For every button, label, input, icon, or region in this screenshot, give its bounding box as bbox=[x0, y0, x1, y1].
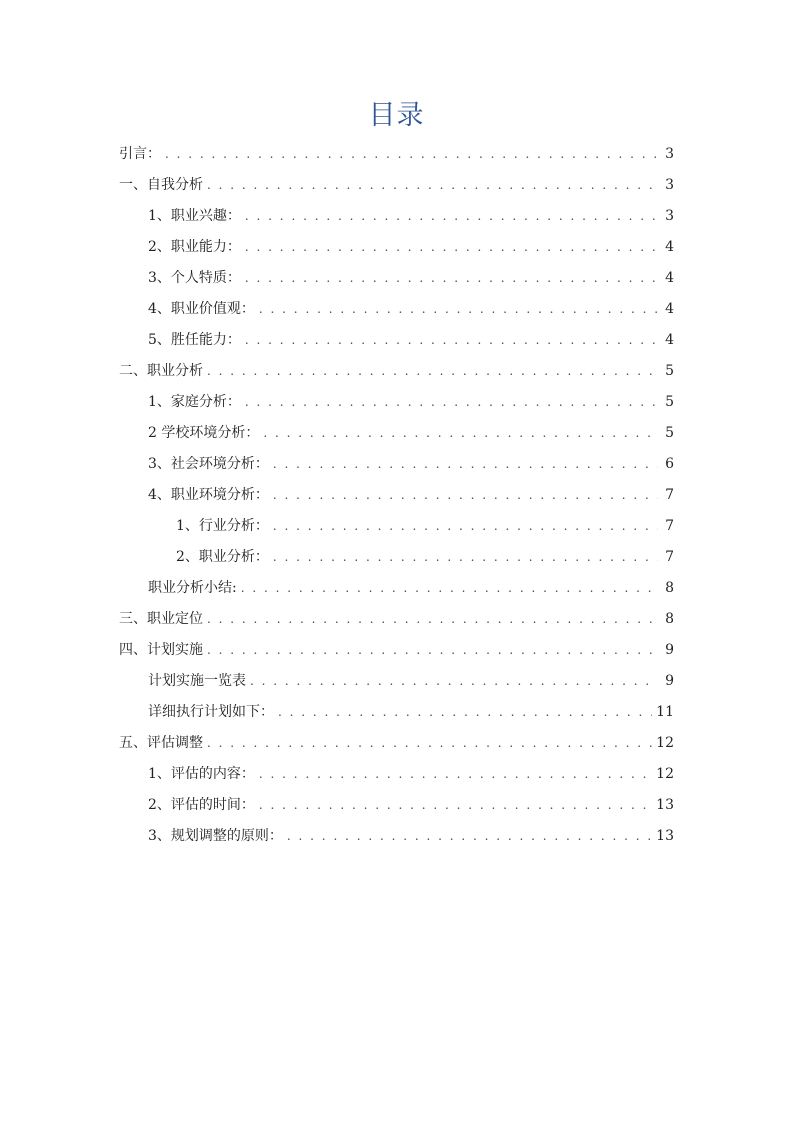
toc-entry-page-number: 5 bbox=[665, 394, 674, 410]
toc-entry[interactable] bbox=[119, 325, 674, 356]
toc-dot-leader bbox=[259, 790, 652, 821]
toc-entry-label: 2、职业分析： bbox=[176, 549, 269, 565]
toc-entry[interactable] bbox=[119, 821, 674, 852]
toc-entry[interactable] bbox=[119, 232, 674, 263]
toc-entry[interactable] bbox=[119, 573, 674, 604]
toc-entry-page-number: 9 bbox=[665, 673, 674, 689]
toc-entry-page-number: 4 bbox=[665, 270, 674, 286]
toc-dot-leader bbox=[287, 821, 652, 852]
toc-entry-page-number: 7 bbox=[665, 487, 674, 503]
toc-entry[interactable] bbox=[119, 139, 674, 170]
toc-entry-label: 五、评估调整 bbox=[119, 735, 203, 751]
toc-entry[interactable] bbox=[119, 542, 674, 573]
toc-dot-leader bbox=[207, 170, 658, 201]
toc-entry-label: 二、职业分析 bbox=[119, 363, 203, 379]
toc-entry-label: 4、职业环境分析： bbox=[148, 487, 269, 503]
toc-entry-page-number: 4 bbox=[665, 301, 674, 317]
toc-entry-page-number: 12 bbox=[656, 766, 674, 782]
toc-entry-label: 2、评估的时间： bbox=[148, 797, 255, 813]
toc-entry-label: 引言： bbox=[119, 146, 161, 162]
toc-dot-leader bbox=[259, 759, 652, 790]
toc-entry-page-number: 8 bbox=[665, 611, 674, 627]
toc-entry-label: 2 学校环境分析： bbox=[148, 425, 260, 441]
toc-entry[interactable] bbox=[119, 201, 674, 232]
toc-entry[interactable] bbox=[119, 418, 674, 449]
toc-entry-label: 2、职业能力： bbox=[148, 239, 241, 255]
toc-entry-page-number: 7 bbox=[665, 518, 674, 534]
toc-entry-label: 1、家庭分析： bbox=[148, 394, 241, 410]
toc-entry-label: 4、职业价值观： bbox=[148, 301, 255, 317]
toc-entry[interactable] bbox=[119, 263, 674, 294]
toc-entry[interactable] bbox=[119, 728, 674, 759]
toc-entry-label: 1、行业分析： bbox=[176, 518, 269, 534]
toc-entry-label: 详细执行计划如下： bbox=[148, 704, 274, 720]
toc-dot-leader bbox=[273, 542, 658, 573]
toc-entry-label: 职业分析小结: bbox=[148, 580, 237, 596]
toc-dot-leader bbox=[245, 232, 658, 263]
toc-dot-leader bbox=[245, 325, 658, 356]
toc-entry-page-number: 5 bbox=[665, 363, 674, 379]
toc-list bbox=[119, 139, 674, 852]
toc-entry-page-number: 13 bbox=[656, 797, 674, 813]
toc-entry-label: 3、个人特质： bbox=[148, 270, 241, 286]
toc-dot-leader bbox=[273, 449, 658, 480]
toc-entry-page-number: 4 bbox=[665, 332, 674, 348]
toc-entry[interactable] bbox=[119, 790, 674, 821]
toc-entry-label: 5、胜任能力： bbox=[148, 332, 241, 348]
toc-entry-page-number: 12 bbox=[656, 735, 674, 751]
toc-entry-page-number: 6 bbox=[665, 456, 674, 472]
toc-dot-leader bbox=[263, 418, 658, 449]
toc-title: 目录 bbox=[368, 100, 425, 131]
toc-entry-page-number: 13 bbox=[656, 828, 674, 844]
toc-entry[interactable] bbox=[119, 356, 674, 387]
toc-entry-page-number: 5 bbox=[665, 425, 674, 441]
toc-entry-label: 一、自我分析 bbox=[119, 177, 203, 193]
toc-entry[interactable] bbox=[119, 697, 674, 728]
toc-entry[interactable] bbox=[119, 511, 674, 542]
toc-dot-leader bbox=[241, 573, 658, 604]
toc-entry-label: 计划实施一览表 bbox=[148, 673, 246, 689]
toc-entry-page-number: 7 bbox=[665, 549, 674, 565]
toc-entry[interactable] bbox=[119, 604, 674, 635]
toc-dot-leader bbox=[245, 201, 658, 232]
toc-dot-leader bbox=[250, 666, 658, 697]
toc-entry[interactable] bbox=[119, 387, 674, 418]
toc-entry-page-number: 3 bbox=[665, 146, 674, 162]
toc-entry[interactable] bbox=[119, 759, 674, 790]
toc-dot-leader bbox=[165, 139, 658, 170]
toc-entry-page-number: 3 bbox=[665, 177, 674, 193]
toc-dot-leader bbox=[273, 480, 658, 511]
toc-dot-leader bbox=[278, 697, 652, 728]
toc-entry-page-number: 9 bbox=[665, 642, 674, 658]
toc-entry-page-number: 3 bbox=[665, 208, 674, 224]
toc-entry[interactable] bbox=[119, 480, 674, 511]
toc-entry[interactable] bbox=[119, 666, 674, 697]
toc-entry-page-number: 4 bbox=[665, 239, 674, 255]
toc-dot-leader bbox=[245, 263, 658, 294]
toc-entry-label: 3、社会环境分析： bbox=[148, 456, 269, 472]
toc-entry-label: 四、计划实施 bbox=[119, 642, 203, 658]
toc-entry-page-number: 8 bbox=[665, 580, 674, 596]
toc-dot-leader bbox=[259, 294, 658, 325]
toc-entry[interactable] bbox=[119, 170, 674, 201]
toc-dot-leader bbox=[245, 387, 658, 418]
toc-entry-label: 3、规划调整的原则： bbox=[148, 828, 283, 844]
toc-dot-leader bbox=[207, 635, 658, 666]
toc-entry-label: 三、职业定位 bbox=[119, 611, 203, 627]
toc-entry-label: 1、评估的内容： bbox=[148, 766, 255, 782]
toc-entry[interactable] bbox=[119, 294, 674, 325]
toc-dot-leader bbox=[273, 511, 658, 542]
toc-entry[interactable] bbox=[119, 635, 674, 666]
toc-entry-label: 1、职业兴趣： bbox=[148, 208, 241, 224]
toc-dot-leader bbox=[207, 728, 652, 759]
toc-entry[interactable] bbox=[119, 449, 674, 480]
toc-dot-leader bbox=[207, 604, 658, 635]
toc-dot-leader bbox=[207, 356, 658, 387]
toc-entry-page-number: 11 bbox=[656, 704, 674, 720]
